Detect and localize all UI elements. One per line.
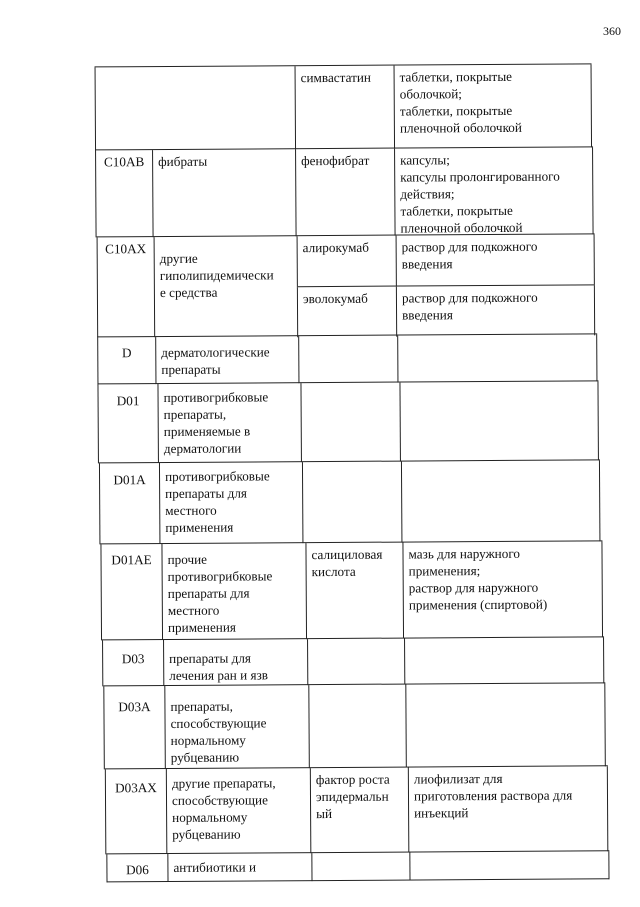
table-row bbox=[97, 333, 597, 384]
dosage-form-cell: капсулы; капсулы пролонгированного действия; таблетки, покрытые пленочной оболочкой bbox=[394, 147, 594, 235]
group-name-cell: препараты, способствующие нормальному рубцеванию bbox=[164, 685, 309, 769]
dosage-form-cell bbox=[399, 381, 598, 461]
atc-code-cell: D bbox=[97, 337, 155, 384]
atc-code-cell: C10AX bbox=[97, 237, 155, 337]
dosage-form-cell: мазь для наружного применения; раствор для наружного применения (спиртовой) bbox=[402, 541, 603, 638]
dosage-form-cell bbox=[404, 637, 604, 684]
drug-name-cell: симвастатин bbox=[295, 66, 395, 150]
dosage-form-cell: раствор для подкожного введения bbox=[396, 234, 595, 285]
table-row bbox=[105, 765, 609, 854]
drug-name-cell bbox=[300, 383, 399, 463]
drug-name-cell bbox=[307, 639, 404, 686]
dosage-form-cell: лиофилизат для приготовления раствора для инъекций bbox=[408, 766, 609, 852]
drug-name-cell: салициловая кислота bbox=[305, 543, 403, 640]
dosage-form-cell bbox=[405, 683, 606, 767]
atc-code-cell: D03 bbox=[102, 640, 163, 686]
group-name-cell: другие препараты, способствующие нормальному рубцеванию bbox=[166, 768, 311, 854]
drug-name-cell: алирокумаб bbox=[297, 236, 396, 287]
group-name-cell: антибиотики и bbox=[167, 853, 311, 882]
group-name-cell: фибраты bbox=[152, 149, 296, 237]
table-subrow bbox=[297, 284, 595, 337]
atc-code-cell: D01 bbox=[97, 384, 157, 463]
page-number: 360 bbox=[603, 24, 621, 38]
table-row bbox=[95, 146, 594, 237]
group-name-cell bbox=[152, 66, 296, 150]
table-row bbox=[97, 380, 598, 463]
dosage-form-cell bbox=[409, 851, 609, 880]
atc-code-cell: C10AB bbox=[95, 150, 153, 237]
table-row bbox=[99, 459, 600, 544]
dosage-form-cell: раствор для подкожного введения bbox=[396, 285, 595, 336]
table-row bbox=[95, 63, 593, 150]
dosage-form-cell bbox=[401, 460, 600, 542]
table-row bbox=[106, 850, 609, 882]
atc-code-cell: D01AE bbox=[100, 544, 162, 640]
table-row bbox=[103, 682, 606, 769]
drug-name-cell: фактор роста эпидермальн ый bbox=[310, 768, 409, 854]
table-row bbox=[97, 233, 596, 337]
dosage-form-cell: таблетки, покрытые оболочкой; таблетки, покрытые пленочной оболочкой bbox=[394, 64, 593, 148]
dosage-form-cell bbox=[397, 334, 597, 382]
drug-name-cell bbox=[302, 462, 401, 544]
atc-code-cell: D01A bbox=[99, 463, 159, 544]
group-name-cell: препараты для лечения ран и язв bbox=[163, 639, 307, 686]
atc-code-cell: D03AX bbox=[105, 769, 167, 854]
table-row bbox=[100, 540, 603, 640]
atc-code-cell: D03A bbox=[103, 686, 165, 769]
drug-name-cell bbox=[311, 853, 409, 882]
group-name-cell: противогрибковые препараты, применяемые в дерматологии bbox=[157, 383, 300, 463]
drug-name-cell: эволокумаб bbox=[297, 287, 396, 338]
group-name-cell: дерматологические препараты bbox=[155, 336, 298, 384]
table-row bbox=[102, 636, 604, 686]
group-name-cell: другие гиполипидемически е средства bbox=[154, 236, 298, 337]
group-name-cell: противогрибковые препараты для местного применения bbox=[159, 462, 302, 544]
atc-code-cell bbox=[95, 67, 153, 150]
drug-name-cell bbox=[298, 336, 397, 384]
atc-code-cell: D06 bbox=[106, 854, 167, 882]
group-name-cell: прочие противогрибковые препараты для местного применения bbox=[161, 543, 306, 640]
drug-name-cell: фенофибрат bbox=[295, 149, 395, 237]
drug-name-cell bbox=[308, 685, 406, 769]
